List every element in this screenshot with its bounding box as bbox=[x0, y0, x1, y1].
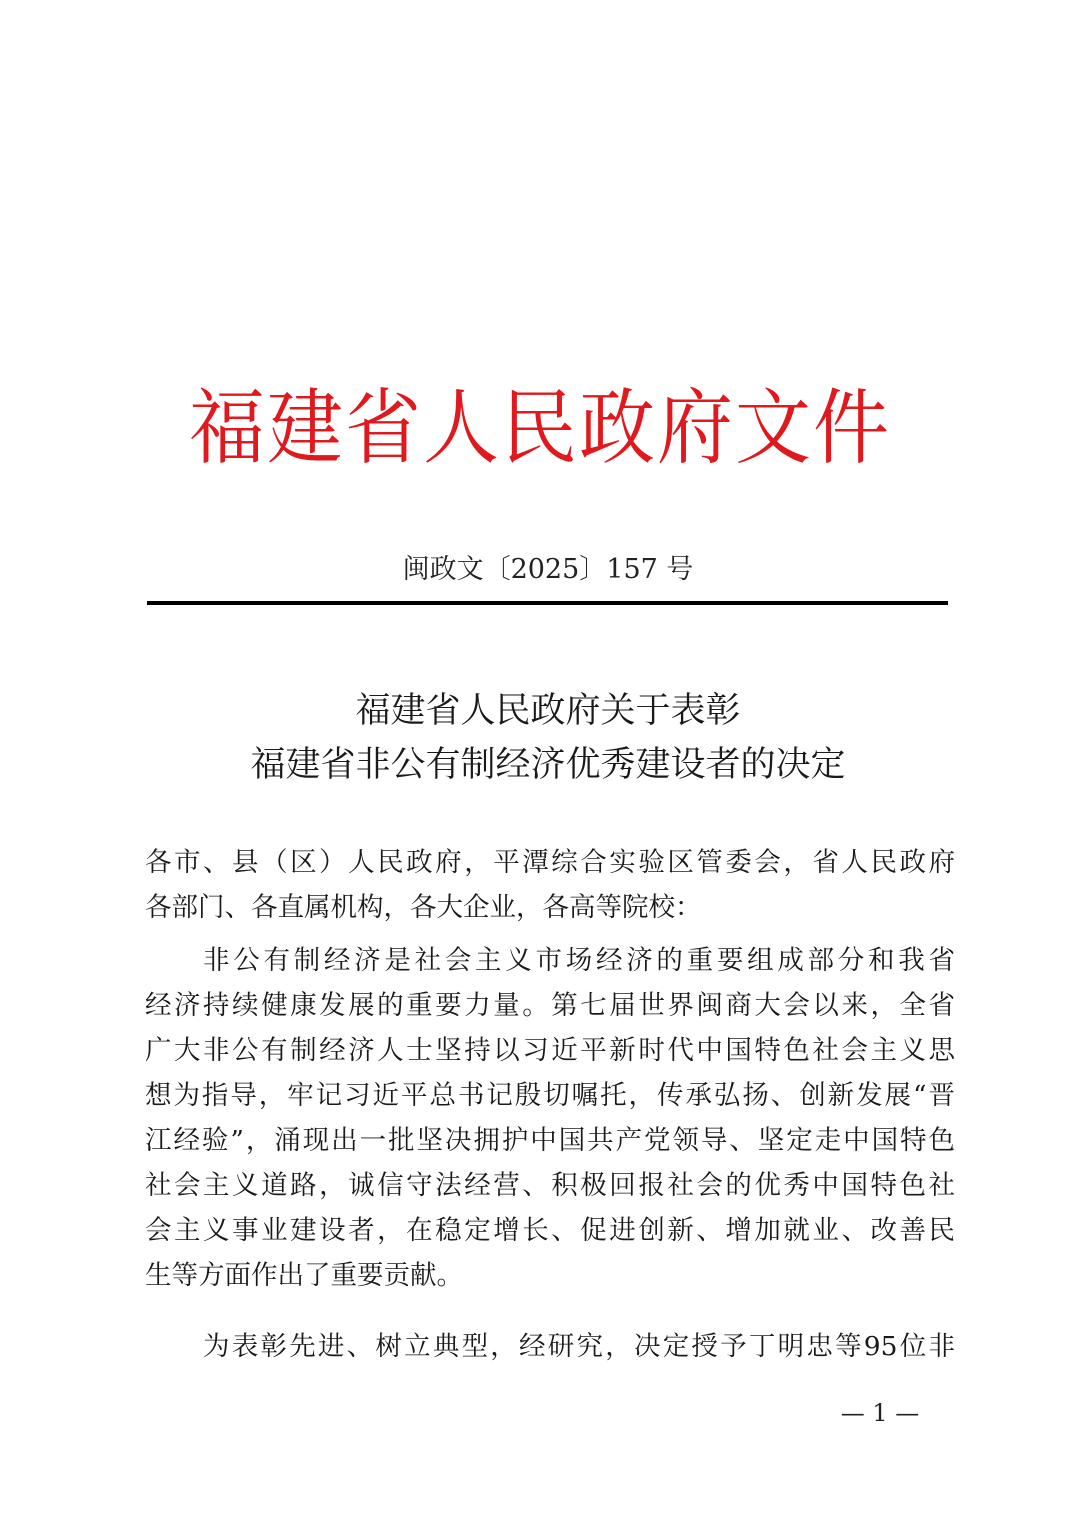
paragraph-line: 为表彰先进、树立典型，经研究，决定授予丁明忠等95位非 bbox=[203, 1331, 955, 1362]
addressee-block bbox=[145, 840, 955, 930]
document-heading-line-2: 福建省非公有制经济优秀建设者的决定 bbox=[250, 745, 846, 785]
paragraph-line: 社会主义道路，诚信守法经营、积极回报社会的优秀中国特色社 bbox=[145, 1170, 955, 1201]
separator-rule bbox=[147, 601, 948, 605]
body-paragraph-2 bbox=[145, 1324, 955, 1369]
paragraph-line: 经济持续健康发展的重要力量。第七届世界闽商大会以来，全省 bbox=[145, 990, 955, 1021]
paragraph-line: 会主义事业建设者，在稳定增长、促进创新、增加就业、改善民 bbox=[145, 1215, 955, 1246]
paragraph-line: 非公有制经济是社会主义市场经济的重要组成部分和我省 bbox=[203, 945, 955, 976]
body-paragraph-1 bbox=[145, 938, 955, 1298]
page-number: — 1 — bbox=[840, 1399, 920, 1427]
document-heading-line-1: 福建省人民政府关于表彰 bbox=[355, 691, 741, 731]
paragraph-line: 广大非公有制经济人士坚持以习近平新时代中国特色社会主义思 bbox=[145, 1035, 955, 1066]
paragraph-line: 江经验”，涌现出一批坚决拥护中国共产党领导、坚定走中国特色 bbox=[145, 1125, 955, 1156]
addressee-line: 各市、县（区）人民政府，平潭综合实验区管委会，省人民政府 bbox=[145, 847, 955, 878]
addressee-line: 各部门、各直属机构，各大企业，各高等院校： bbox=[145, 892, 702, 923]
document-number: 闽政文〔2025〕157 号 bbox=[402, 554, 694, 585]
paragraph-line: 想为指导，牢记习近平总书记殷切嘱托，传承弘扬、创新发展“晋 bbox=[145, 1080, 955, 1111]
paragraph-line: 生等方面作出了重要贡献。 bbox=[145, 1260, 463, 1291]
masthead-title: 福建省人民政府文件 bbox=[189, 379, 891, 476]
